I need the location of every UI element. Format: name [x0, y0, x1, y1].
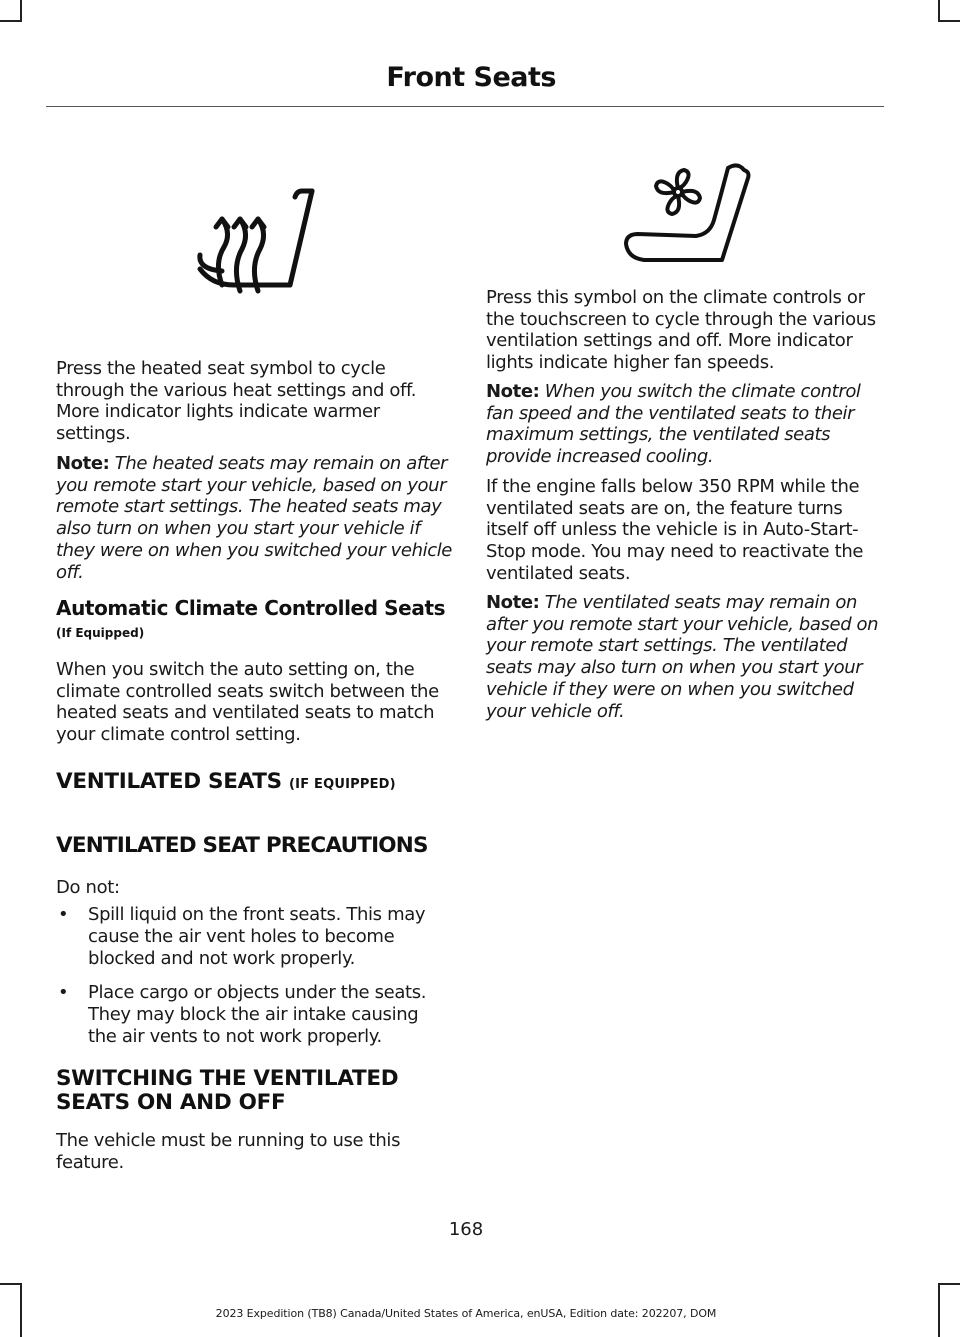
- precautions-list: [56, 904, 448, 1048]
- ventilated-seats-heading: [56, 770, 456, 797]
- note-label: Note:: [56, 453, 110, 474]
- ventilated-note-1: [486, 381, 882, 468]
- crop-mark-top-right-v: [938, 0, 940, 22]
- crop-mark-top-left-h: [0, 20, 22, 22]
- if-equipped-qualifier: (IF EQUIPPED): [289, 777, 396, 792]
- bullet: •: [58, 982, 69, 1003]
- switching-text: The vehicle must be running to use this feature.: [56, 1130, 401, 1173]
- ventilated-seat-icon: [620, 160, 756, 266]
- note-text: The ventilated seats may remain on after you remote start your vehicle, based on your remote start settings. The ventilated seats may also turn on when you start your vehicle if they were on when you switched your vehicle off.: [486, 592, 879, 722]
- crop-mark-top-left-v: [20, 0, 22, 22]
- heated-seat-icon: [192, 185, 322, 301]
- list-item-text: Place cargo or objects under the seats. They may block the air intake causing the air vents to not work properly.: [88, 982, 427, 1047]
- heated-seat-note: [56, 453, 452, 583]
- header-rule: [46, 106, 884, 107]
- note-text: The heated seats may remain on after you remote start your vehicle, based on your remote start settings. The heated seats may also turn on when you start your vehicle if they were on when you switched your vehicle off.: [56, 453, 452, 583]
- list-item-text: Spill liquid on the front seats. This may cause the air vent holes to become blocked and not work properly.: [88, 904, 426, 969]
- crop-mark-bottom-left-h: [0, 1283, 22, 1285]
- if-equipped-qualifier: (If Equipped): [56, 626, 145, 640]
- ventilated-note-2: [486, 592, 882, 722]
- note-text: When you switch the climate control fan speed and the ventilated seats to their maximum settings, the ventilated seats provide increased cooling.: [486, 381, 861, 468]
- crop-mark-bottom-right-v: [938, 1283, 940, 1337]
- note-label: Note:: [486, 592, 540, 613]
- switching-heading: SWITCHING THE VENTILATED SEATS ON AND OFF: [56, 1066, 399, 1115]
- auto-climate-heading-text: Automatic Climate Controlled Seats: [56, 596, 446, 620]
- list-item: [56, 904, 448, 970]
- page-number: 168: [448, 1219, 484, 1240]
- list-item: [56, 982, 448, 1048]
- precautions-heading: VENTILATED SEAT PRECAUTIONS: [56, 833, 428, 858]
- crop-mark-bottom-right-h: [938, 1283, 960, 1285]
- ventilated-seats-heading-text: VENTILATED SEATS: [56, 769, 282, 794]
- page-title: Front Seats: [386, 62, 556, 93]
- auto-climate-text: When you switch the auto setting on, the climate controlled seats switch between the heated seats and ventilated seats to match your climate control setting.: [56, 659, 439, 746]
- note-label: Note:: [486, 381, 540, 402]
- ventilated-seat-intro: Press this symbol on the climate controls or the touchscreen to cycle through the various ventilation settings and off. More indicator lights indicate higher fan speeds.: [486, 287, 876, 374]
- auto-climate-heading: [56, 597, 448, 644]
- engine-rpm-text: If the engine falls below 350 RPM while the ventilated seats are on, the feature turns itself off unless the vehicle is in Auto-Start-Stop mode. You may need to reactivate the ventilated seats.: [486, 476, 864, 584]
- footer-edition-info: 2023 Expedition (TB8) Canada/United States of America, enUSA, Edition date: 202207, DOM: [215, 1307, 717, 1320]
- heated-seat-intro: Press the heated seat symbol to cycle through the various heat settings and off. More indicator lights indicate warmer settings.: [56, 358, 417, 445]
- crop-mark-top-right-h: [938, 20, 960, 22]
- do-not-label: Do not:: [56, 877, 120, 898]
- bullet: •: [58, 904, 69, 925]
